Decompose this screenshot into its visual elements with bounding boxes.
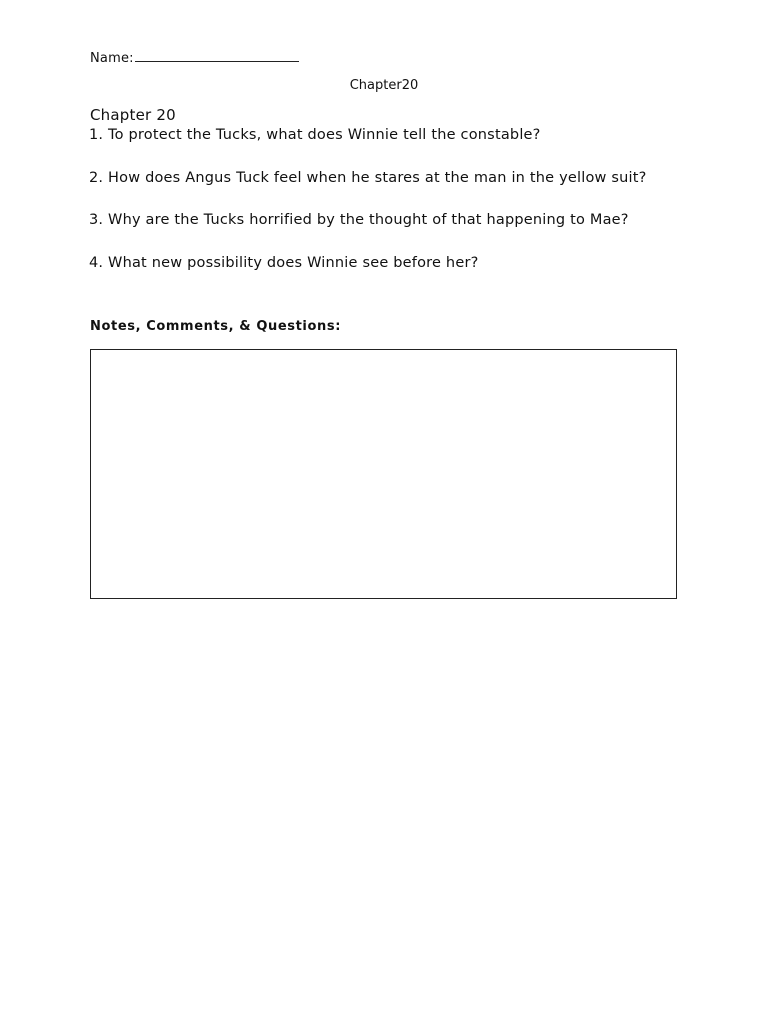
notes-label: Notes, Comments, & Questions: (90, 319, 342, 334)
chapter-heading: Chapter 20 (90, 106, 176, 124)
name-blank-line[interactable] (135, 47, 299, 62)
question-3: 3. Why are the Tucks horrified by the thought of that happening to Mae? (89, 212, 629, 228)
name-field (90, 47, 299, 66)
page-header-title: Chapter20 (349, 78, 419, 93)
question-4: 4. What new possibility does Winnie see before her? (89, 255, 479, 271)
name-label: Name: (90, 51, 134, 66)
question-2: 2. How does Angus Tuck feel when he stares at the man in the yellow suit? (89, 170, 647, 186)
notes-box[interactable] (90, 349, 677, 599)
question-1: 1. To protect the Tucks, what does Winnie tell the constable? (89, 127, 541, 143)
